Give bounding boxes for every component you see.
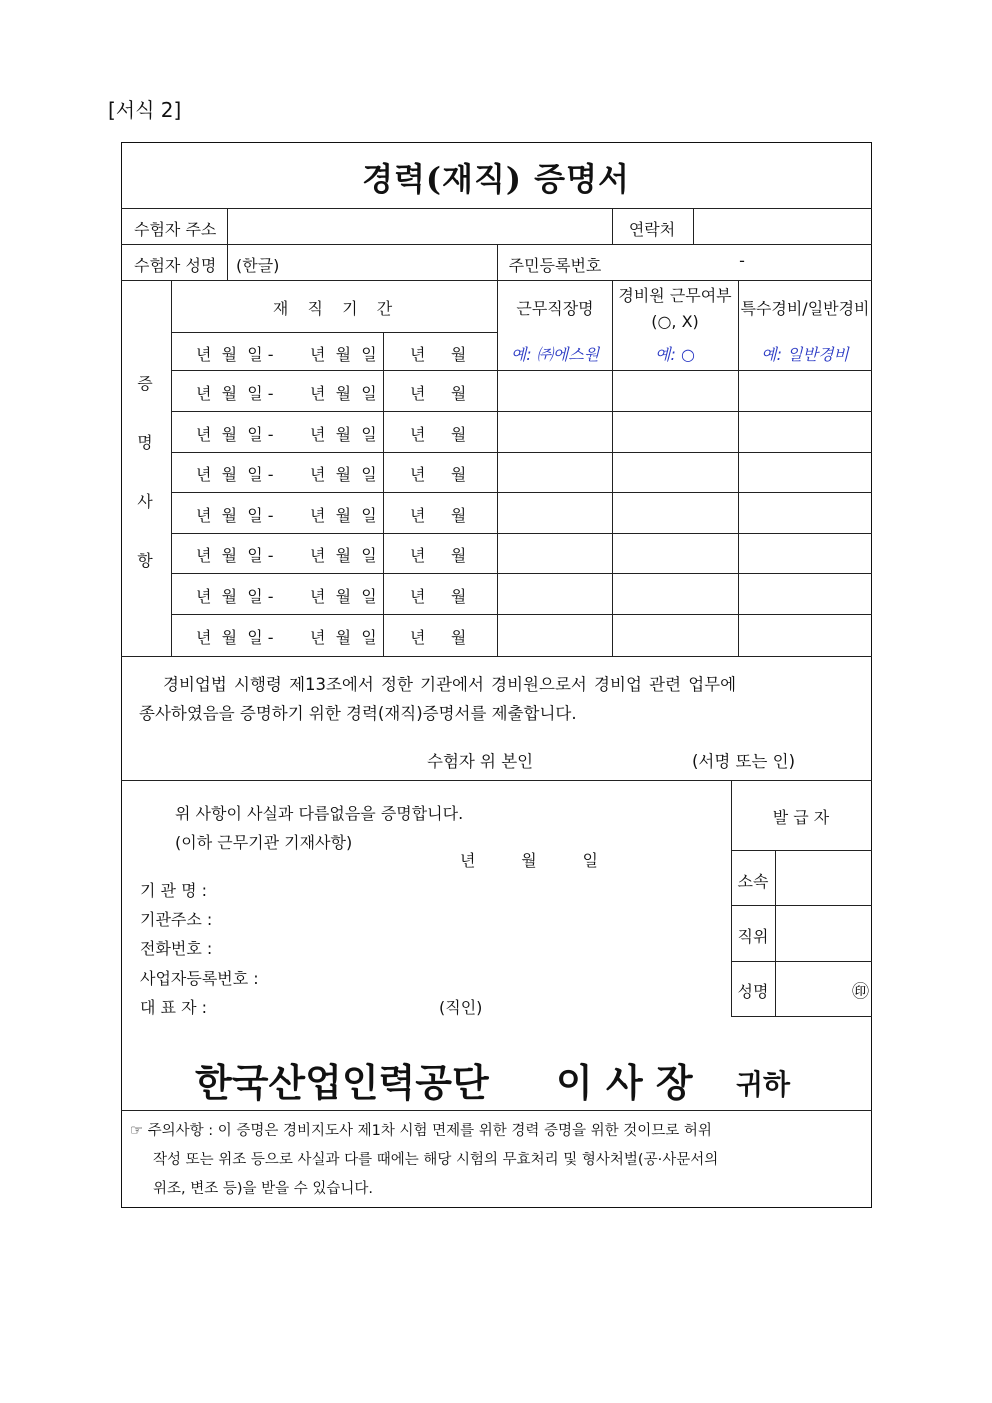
org-name-label: 기 관 명 : [140,881,208,900]
period-end: 년 월 일 [310,506,377,525]
signer-label: 수험자 위 본인 [427,752,534,771]
section-label-char: 사 [137,492,153,511]
period-end: 년 월 일 [310,546,377,565]
example-type: 예: 일반경비 [761,345,849,364]
business-number-label: 사업자등록번호 : [140,969,259,988]
document-title: 경력(재직) 증명서 [362,160,630,198]
declaration-line1: 경비업법 시행령 제13조에서 정한 기관에서 경비원으로서 경비업 관련 업무에 [163,675,737,694]
issuer-header: 발 급 자 [772,808,830,827]
example-workplace: 예: ㈜에스원 [510,345,600,364]
period-duration: 년 월 [410,628,467,647]
section-label-char: 항 [137,551,153,570]
period-duration: 년 월 [410,546,467,565]
period-start: 년 월 일 - [196,546,274,565]
certify-statement: 위 사항이 사실과 다름없음을 증명합니다. [175,804,464,823]
contact-label: 연락처 [628,220,676,239]
column-guard-header-sub: (○, X) [651,312,699,331]
period-end: 년 월 일 [310,628,377,647]
section-label-char: 증 [137,374,153,393]
period-start: 년 월 일 - [196,506,274,525]
org-address-label: 기관주소 : [140,910,213,929]
period-end: 년 월 일 [310,345,377,364]
example-guard: 예: ○ [655,345,695,364]
period-start: 년 월 일 - [196,425,274,444]
period-start: 년 월 일 - [196,628,274,647]
company-seal-label: (직인) [439,998,483,1017]
issuer-affiliation-label: 소속 [737,872,769,891]
issuer-name-label: 성명 [737,982,769,1001]
notice-line3: 위조, 변조 등)을 받을 수 있습니다. [153,1181,374,1197]
period-start: 년 월 일 - [196,465,274,484]
period-end: 년 월 일 [310,384,377,403]
applicant-address-label: 수험자 주소 [134,220,217,239]
column-type-header: 특수경비/일반경비 [740,299,870,318]
seal-mark-icon: ㊞ [852,982,869,1002]
applicant-name-label: 수험자 성명 [134,256,217,275]
phone-label: 전화번호 : [140,939,213,958]
certify-note: (이하 근무기관 기재사항) [175,833,353,852]
period-duration: 년 월 [410,425,467,444]
issuer-position-label: 직위 [737,927,769,946]
period-end: 년 월 일 [310,587,377,606]
signature-hint: (서명 또는 인) [692,752,796,771]
period-duration: 년 월 [410,384,467,403]
period-end: 년 월 일 [310,465,377,484]
addressee-suffix: 귀하 [736,1068,791,1101]
column-period-header: 재 직 기 간 [272,299,396,318]
column-workplace-header: 근무직장명 [516,299,594,318]
period-start: 년 월 일 - [196,587,274,606]
period-start: 년 월 일 - [196,384,274,403]
rrn-label: 주민등록번호 [508,256,602,275]
notice-line1: ☞ 주의사항 : 이 증명은 경비지도사 제1차 시험 면제를 위한 경력 증명을 위한 것이므로 허위 [130,1123,712,1139]
period-duration: 년 월 [410,506,467,525]
section-label-char: 명 [137,433,153,452]
period-end: 년 월 일 [310,425,377,444]
declaration-line2: 종사하였음을 증명하기 위한 경력(재직)증명서를 제출합니다. [139,704,577,723]
addressee-role: 이 사 장 [556,1060,693,1105]
rrn-separator: - [739,251,745,270]
period-duration: 년 월 [410,587,467,606]
period-start: 년 월 일 - [196,345,274,364]
name-hint: (한글) [236,256,280,275]
column-guard-header: 경비원 근무여부 [618,286,732,305]
certify-date: 년 월 일 [460,851,598,870]
notice-line2: 작성 또는 위조 등으로 사실과 다를 때에는 해당 시험의 무효처리 및 형사처벌(공·사문서의 [153,1152,719,1168]
period-duration: 년 월 [410,345,467,364]
period-duration: 년 월 [410,465,467,484]
addressee-org: 한국산업인력공단 [195,1060,489,1105]
representative-label: 대 표 자 : [140,998,208,1017]
form-label: [서식 2] [108,98,182,122]
